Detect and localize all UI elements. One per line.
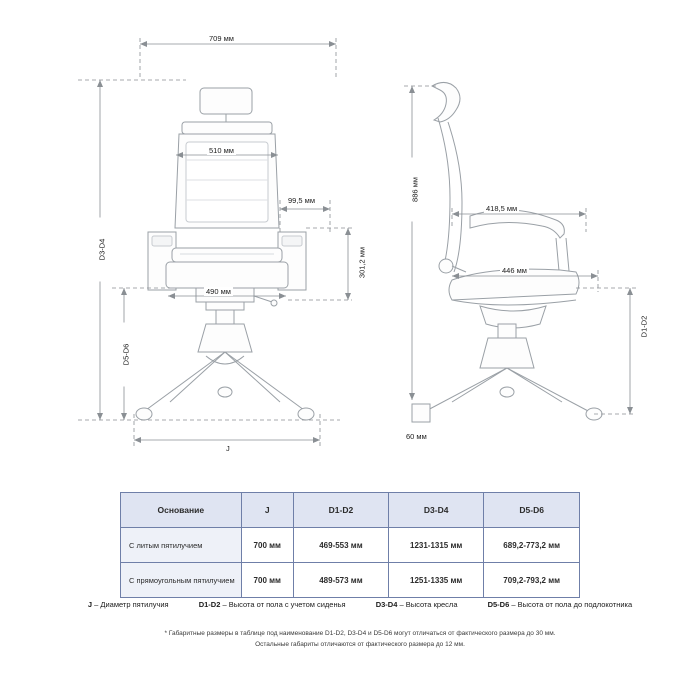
base-cone-front <box>198 324 252 352</box>
table-row <box>121 563 580 598</box>
legend-code-d1-d2: D1-D2 <box>198 600 221 609</box>
backrest-side <box>438 118 450 272</box>
legend-text-d3-d4: – Высота кресла <box>399 600 458 609</box>
row-j: 700 мм <box>241 528 293 563</box>
footnote <box>60 628 660 650</box>
dim-d1-d2: D1-D2 <box>640 295 649 359</box>
dim-armrest-offset: 99,5 мм <box>288 196 315 205</box>
legend-code-j: J <box>87 600 93 609</box>
seat-front <box>172 248 282 262</box>
dim-overall-height: 886 мм <box>411 158 420 222</box>
headrest-front <box>200 88 252 114</box>
caster-detail <box>412 404 430 422</box>
table-header-row <box>121 493 580 528</box>
base-cone-side <box>480 338 534 368</box>
specifications-table <box>120 492 580 598</box>
dim-caster: 60 мм <box>406 432 427 441</box>
legend-text-j: – Диаметр пятилучия <box>94 600 169 609</box>
row-name: С прямоугольным пятилучием <box>121 563 242 598</box>
dim-backrest-width: 510 мм <box>209 146 234 155</box>
dim-depth-total: 418,5 мм <box>486 204 518 213</box>
row-d5-d6: 709,2-793,2 мм <box>484 563 580 598</box>
row-d1-d2: 489-573 мм <box>293 563 388 598</box>
row-d5-d6: 689,2-773,2 мм <box>484 528 580 563</box>
legend-code-d3-d4: D3-D4 <box>375 600 398 609</box>
legend <box>60 600 660 609</box>
legend-item-j <box>88 600 169 609</box>
row-d3-d4: 1251-1335 мм <box>388 563 483 598</box>
dim-seat-depth: 446 мм <box>502 266 527 275</box>
gas-lift-front <box>216 310 234 324</box>
dim-d3-d4: D3-D4 <box>98 218 107 282</box>
base-side <box>412 368 602 420</box>
backrest-top-bar <box>182 122 272 134</box>
header-base: Основание <box>121 493 242 528</box>
row-d3-d4: 1231-1315 мм <box>388 528 483 563</box>
row-j: 700 мм <box>241 563 293 598</box>
header-j: J <box>241 493 293 528</box>
headrest-side <box>432 82 460 122</box>
legend-code-d5-d6: D5-D6 <box>487 600 510 609</box>
dim-base-diameter: J <box>226 444 230 453</box>
legend-item-d5-d6 <box>488 600 633 609</box>
legend-item-d1-d2 <box>199 600 346 609</box>
legend-text-d1-d2: – Высота от пола с учетом сиденья <box>222 600 346 609</box>
row-d1-d2: 469-553 мм <box>293 528 388 563</box>
row-name: С литым пятилучием <box>121 528 242 563</box>
seat-front-lower <box>166 262 288 288</box>
dim-overall-width: 709 мм <box>209 34 234 43</box>
header-d5-d6: D5-D6 <box>484 493 580 528</box>
dim-armrest-height: 301,2 мм <box>358 231 367 295</box>
gas-lift-side <box>498 324 516 338</box>
legend-item-d3-d4 <box>376 600 458 609</box>
footnote-line-2: Остальные габариты отличаются от фактического размера до 12 мм. <box>255 641 465 649</box>
header-d1-d2: D1-D2 <box>293 493 388 528</box>
footnote-line-1: * Габаритные размеры в таблице под наименование D1-D2, D3-D4 и D5-D6 могут отличаться от фактического размера до 30 мм. <box>164 630 556 637</box>
legend-text-d5-d6: – Высота от пола до подлокотника <box>511 600 633 609</box>
base-front <box>136 352 314 420</box>
header-d3-d4: D3-D4 <box>388 493 483 528</box>
dim-seat-width: 490 мм <box>206 287 231 296</box>
table-row <box>121 528 580 563</box>
dim-d5-d6: D5-D6 <box>122 323 131 387</box>
